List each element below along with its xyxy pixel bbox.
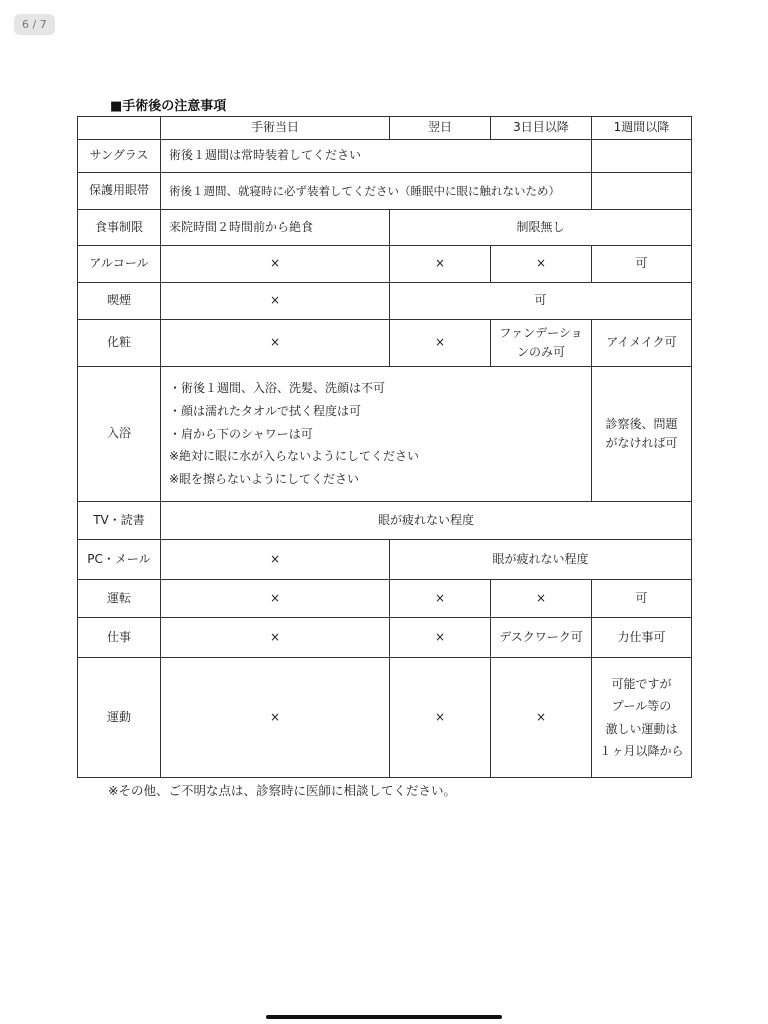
bathing-week1-line1: 診察後、問題: [605, 416, 678, 431]
bathing-note-item: ・術後１週間、入浴、洗髪、洗顔は不可: [169, 381, 386, 395]
exercise-day3: ×: [491, 658, 592, 778]
row-label-driving: 運転: [78, 580, 161, 618]
footnote: ※その他、ご不明な点は、診察時に医師に相談してください。: [108, 783, 456, 798]
diet-rest: 制限無し: [390, 210, 692, 246]
exercise-next-day: ×: [390, 658, 491, 778]
pc-surgery-day: ×: [161, 540, 390, 580]
driving-day3: ×: [491, 580, 592, 618]
header-row: [78, 117, 692, 140]
bathing-note-item: ・肩から下のシャワーは可: [169, 426, 313, 441]
makeup-day3-line2: ンのみ可: [516, 345, 565, 359]
table-row: [78, 367, 692, 502]
header-surgery-day: 手術当日: [161, 117, 390, 140]
eye-patch-note: 術後１週間、就寝時に必ず装着してください（睡眠中に眼に触れないため）: [161, 173, 592, 210]
makeup-surgery-day: ×: [161, 320, 390, 367]
table-row: [78, 140, 692, 173]
table-row: [78, 540, 692, 580]
table-row: [78, 502, 692, 540]
row-label-eye-patch: 保護用眼帯: [78, 173, 161, 210]
makeup-day3-line1: ファンデーショ: [499, 325, 583, 340]
smoking-surgery-day: ×: [161, 283, 390, 320]
header-corner: [78, 117, 161, 140]
row-label-pc: PC・メール: [78, 540, 161, 580]
exercise-week1-line: １ヶ月以降から: [599, 743, 684, 758]
eye-patch-week1: [592, 173, 692, 210]
alcohol-next-day: ×: [390, 246, 491, 283]
makeup-next-day: ×: [390, 320, 491, 367]
header-day3-onward: 3日目以降: [491, 117, 592, 140]
row-label-bathing: 入浴: [78, 367, 161, 502]
work-day3: デスクワーク可: [491, 618, 592, 658]
work-next-day: ×: [390, 618, 491, 658]
alcohol-surgery-day: ×: [161, 246, 390, 283]
exercise-week1-line: 可能ですが: [611, 677, 672, 692]
alcohol-week1: 可: [592, 246, 692, 283]
page-indicator: 6 / 7: [14, 14, 55, 35]
tv-all: 眼が疲れない程度: [161, 502, 692, 540]
post-surgery-care-table: [77, 116, 692, 778]
pc-rest: 眼が疲れない程度: [390, 540, 692, 580]
row-label-diet: 食事制限: [78, 210, 161, 246]
table-row: [78, 210, 692, 246]
sunglasses-week1: [592, 140, 692, 173]
table-row: [78, 173, 692, 210]
driving-week1: 可: [592, 580, 692, 618]
row-label-sunglasses: サングラス: [78, 140, 161, 173]
sunglasses-note: 術後１週間は常時装着してください: [161, 140, 592, 173]
work-surgery-day: ×: [161, 618, 390, 658]
makeup-day3: [491, 320, 592, 367]
document-title: ■手術後の注意事項: [110, 99, 227, 114]
exercise-week1: [592, 658, 692, 778]
table-row: [78, 246, 692, 283]
diet-surgery-day: 来院時間２時間前から絶食: [161, 210, 390, 246]
row-label-smoking: 喫煙: [78, 283, 161, 320]
bathing-note-item: ・顔は濡れたタオルで拭く程度は可: [169, 403, 362, 418]
alcohol-day3: ×: [491, 246, 592, 283]
driving-surgery-day: ×: [161, 580, 390, 618]
table-row: [78, 320, 692, 367]
home-indicator[interactable]: [266, 1015, 502, 1019]
bathing-week1-line2: がなければ可: [605, 436, 678, 450]
row-label-makeup: 化粧: [78, 320, 161, 367]
smoking-rest: 可: [390, 283, 692, 320]
exercise-week1-line: 激しい運動は: [605, 721, 678, 736]
bathing-note-item: ※眼を擦らないようにしてください: [169, 472, 360, 487]
row-label-alcohol: アルコール: [78, 246, 161, 283]
exercise-week1-line: プール等の: [611, 699, 672, 714]
row-label-tv: TV・読書: [78, 502, 161, 540]
bathing-notes: [161, 367, 592, 502]
table-row: [78, 618, 692, 658]
row-label-work: 仕事: [78, 618, 161, 658]
header-next-day: 翌日: [390, 117, 491, 140]
table-row: [78, 283, 692, 320]
bathing-week1: [592, 367, 692, 502]
table-row: [78, 658, 692, 778]
exercise-surgery-day: ×: [161, 658, 390, 778]
header-week1-onward: 1週間以降: [592, 117, 692, 140]
row-label-exercise: 運動: [78, 658, 161, 778]
driving-next-day: ×: [390, 580, 491, 618]
makeup-week1: アイメイク可: [592, 320, 692, 367]
work-week1: 力仕事可: [592, 618, 692, 658]
table-row: [78, 580, 692, 618]
bathing-note-item: ※絶対に眼に水が入らないようにしてください: [169, 449, 420, 464]
